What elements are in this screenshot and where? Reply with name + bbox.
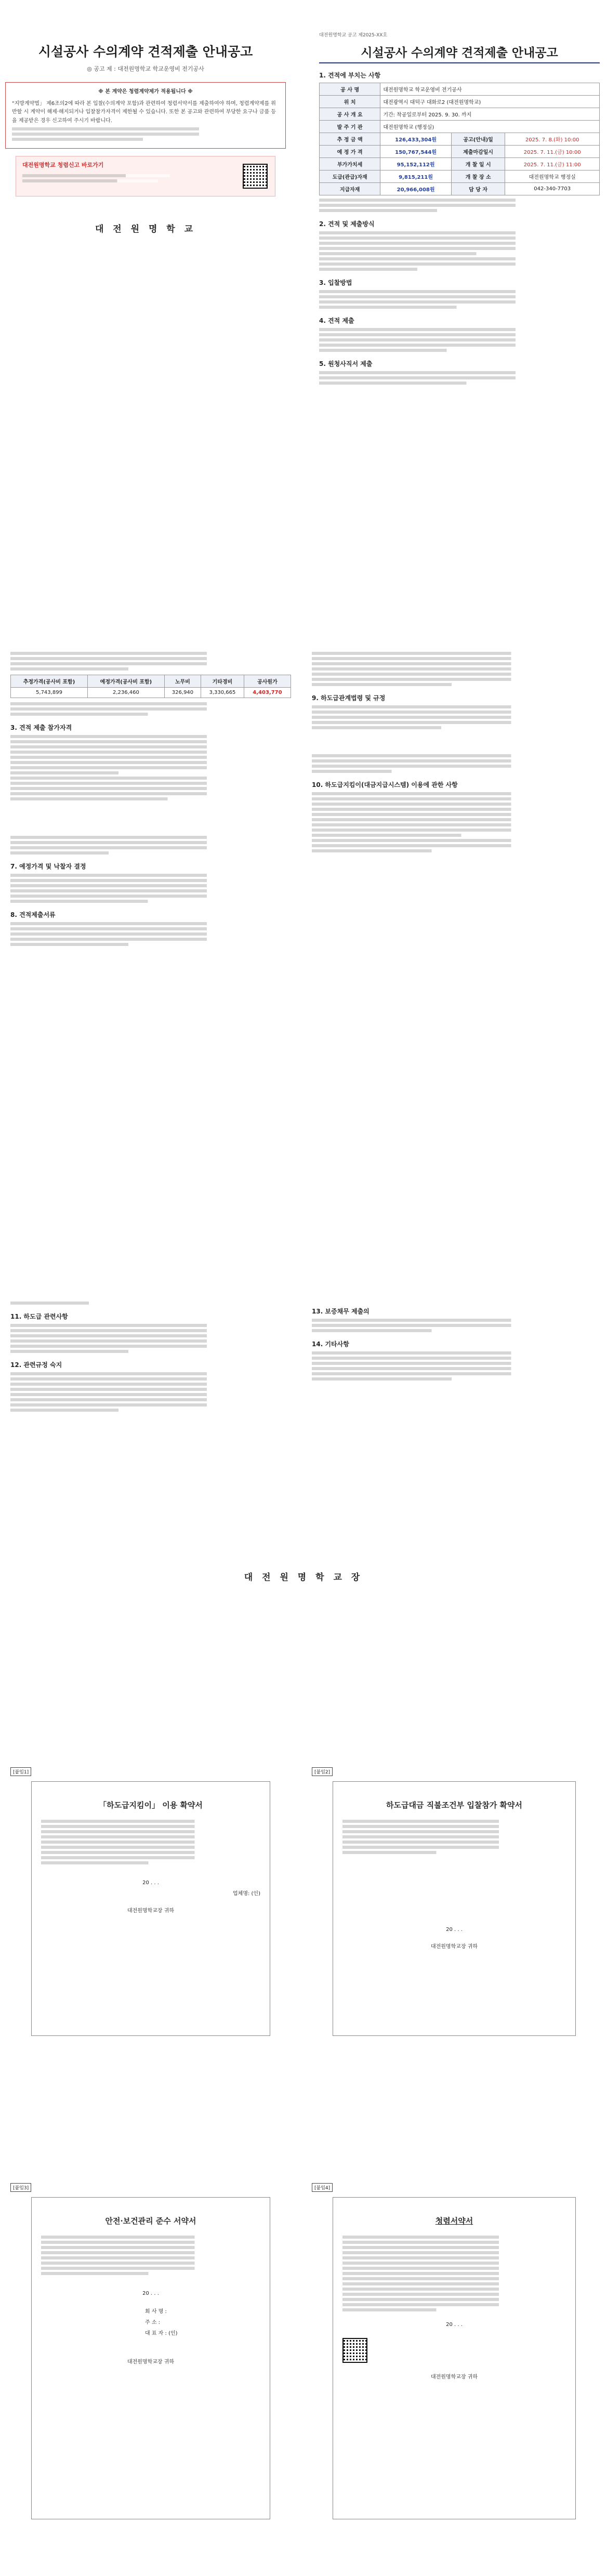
notice-page-3-left — [10, 650, 291, 1247]
form-title: 청렴서약서 — [435, 2216, 473, 2226]
form-addressee: 대전원명학교장 귀하 — [430, 1944, 478, 1950]
qr-code-icon — [342, 2338, 367, 2363]
form-4 — [312, 2183, 597, 2547]
signoff-main: 대 전 원 명 학 교 장 — [244, 1572, 363, 1583]
notice-page-2 — [312, 31, 607, 577]
form-date: 20 . . . — [142, 2291, 159, 2296]
section-2-heading: 2. 견적 및 제출방식 — [319, 220, 375, 228]
form-title: 안전·보건관리 준수 서약서 — [105, 2216, 196, 2226]
header-small: 대전원명학교 공고 제2025-XX호 — [319, 33, 388, 38]
section-8-heading: 8. 견적제출서류 — [10, 911, 56, 918]
form-1 — [10, 1767, 291, 2058]
form-signer: 업체명: (인) — [233, 1891, 260, 1897]
page-title: 시설공사 수의계약 견적제출 안내공고 — [38, 44, 253, 59]
representative-field: 대 표 자 : (인) — [145, 2331, 178, 2336]
company-field: 회 사 명 : — [145, 2309, 167, 2315]
form-addressee: 대전원명학교장 귀하 — [430, 2374, 478, 2380]
report-link[interactable]: 대전원명학교 청렴신고 바로가기 — [22, 162, 104, 168]
qr-code-icon — [243, 164, 268, 189]
section-9-heading: 9. 하도급관계법령 및 규정 — [312, 694, 386, 702]
form-tag: [붙임1] — [10, 1767, 31, 1776]
section-11-heading: 11. 하도급 관련사항 — [10, 1313, 68, 1320]
form-addressee: 대전원명학교장 귀하 — [127, 1908, 175, 1914]
integrity-notice-box — [5, 82, 286, 149]
notice-page-4-left — [10, 1299, 291, 1570]
address-field: 주 소 : — [145, 2320, 161, 2325]
form-tag: [붙임4] — [312, 2183, 333, 2192]
form-date: 20 . . . — [446, 2322, 463, 2328]
form-date: 20 . . . — [142, 1880, 159, 1886]
section-4-heading: 4. 견적 제출 — [319, 317, 354, 324]
section-12-heading: 12. 관련규정 숙지 — [10, 1361, 62, 1369]
notice-page-1 — [0, 42, 291, 317]
form-2 — [312, 1767, 597, 2058]
section-14-heading: 14. 기타사항 — [312, 1340, 349, 1348]
notice-number: ◎ 공고 제 : 대전원명학교 학교운영비 전기공사 — [87, 65, 204, 72]
form-tag: [붙임2] — [312, 1767, 333, 1776]
contract-info-table: 공 사 명 대전원명학교 학교운영비 전기공사 위 치 대전광역시 대덕구 대화로2 (대전원명학교) 공 사 개 요 기간: 착공일로부터 2025. 9. 30. 까지 발 주 기 관 대전원명학교 (행정실) 추 정 금 액 126,433,304원 공고(안내)일 2025. 7. 8.(화) 10:00 예 정 가 격 150,767,544원 제출마감일시 2025. 7. 11.(금) 10:00 부가가치세 95,152,112원 개 찰 일 시 2025. 7. 11.(금) 11:00 도급(관급)자재 9,815,211원 개 찰 장 소 대전원명학교 행정실 지급자재 20,966,008원 담 당 자 042-340-7703 — [319, 83, 600, 195]
summary-table: 추정가격(공사비 포함) 예정가격(공사비 포함) 노무비 기타경비 공사원가 5,743,899 2,236,460 326,940 3,330,665 4,403,770 — [10, 675, 291, 698]
form-tag: [붙임3] — [10, 2183, 31, 2192]
section-10-heading: 10. 하도급지킴이(대금지급시스템) 이용에 관한 사항 — [312, 781, 458, 788]
section-13-heading: 13. 보증채무 제출의 — [312, 1308, 370, 1315]
notice-page-3-right — [312, 650, 597, 1247]
form-title: 「하도급지킴이」 이용 확약서 — [99, 1800, 203, 1810]
page-title: 시설공사 수의계약 견적제출 안내공고 — [319, 43, 600, 63]
section-7-heading: 7. 예정가격 및 낙찰자 결정 — [10, 863, 86, 870]
notice-text: "지방계약법」 제6조의2에 따라 본 입찰(수의계약 포함)과 관련하여 청렴서약서를 제출하여야 하며, 청렴계약제를 위반할 시 계약이 해제·해지되거나 입찰참가자격이 제한될 수 있습니다. 또한 본 공고와 관련하여 부당한 요구나 금품 등을 제공받은 경우 신고하여 주시기 바랍니다. — [12, 100, 276, 124]
notice-page-4-right — [312, 1299, 597, 1570]
form-date: 20 . . . — [446, 1927, 463, 1933]
section-1-heading: 1. 견적에 부치는 사항 — [319, 72, 381, 79]
section-3-heading: 3. 입찰방법 — [319, 279, 352, 286]
notice-heading: ※ 본 계약은 청렴계약제가 적용됩니다 ※ — [98, 89, 193, 95]
form-3 — [10, 2183, 291, 2547]
form-title: 하도급대금 직불조건부 입찰참가 확약서 — [386, 1800, 522, 1810]
signoff: 대 전 원 명 학 교 — [95, 224, 196, 234]
section-5-heading: 5. 원청사직서 제출 — [319, 360, 373, 367]
form-addressee: 대전원명학교장 귀하 — [127, 2359, 175, 2365]
section-3b-heading: 3. 견적 제출 참가자격 — [10, 724, 72, 731]
report-banner — [16, 156, 275, 196]
